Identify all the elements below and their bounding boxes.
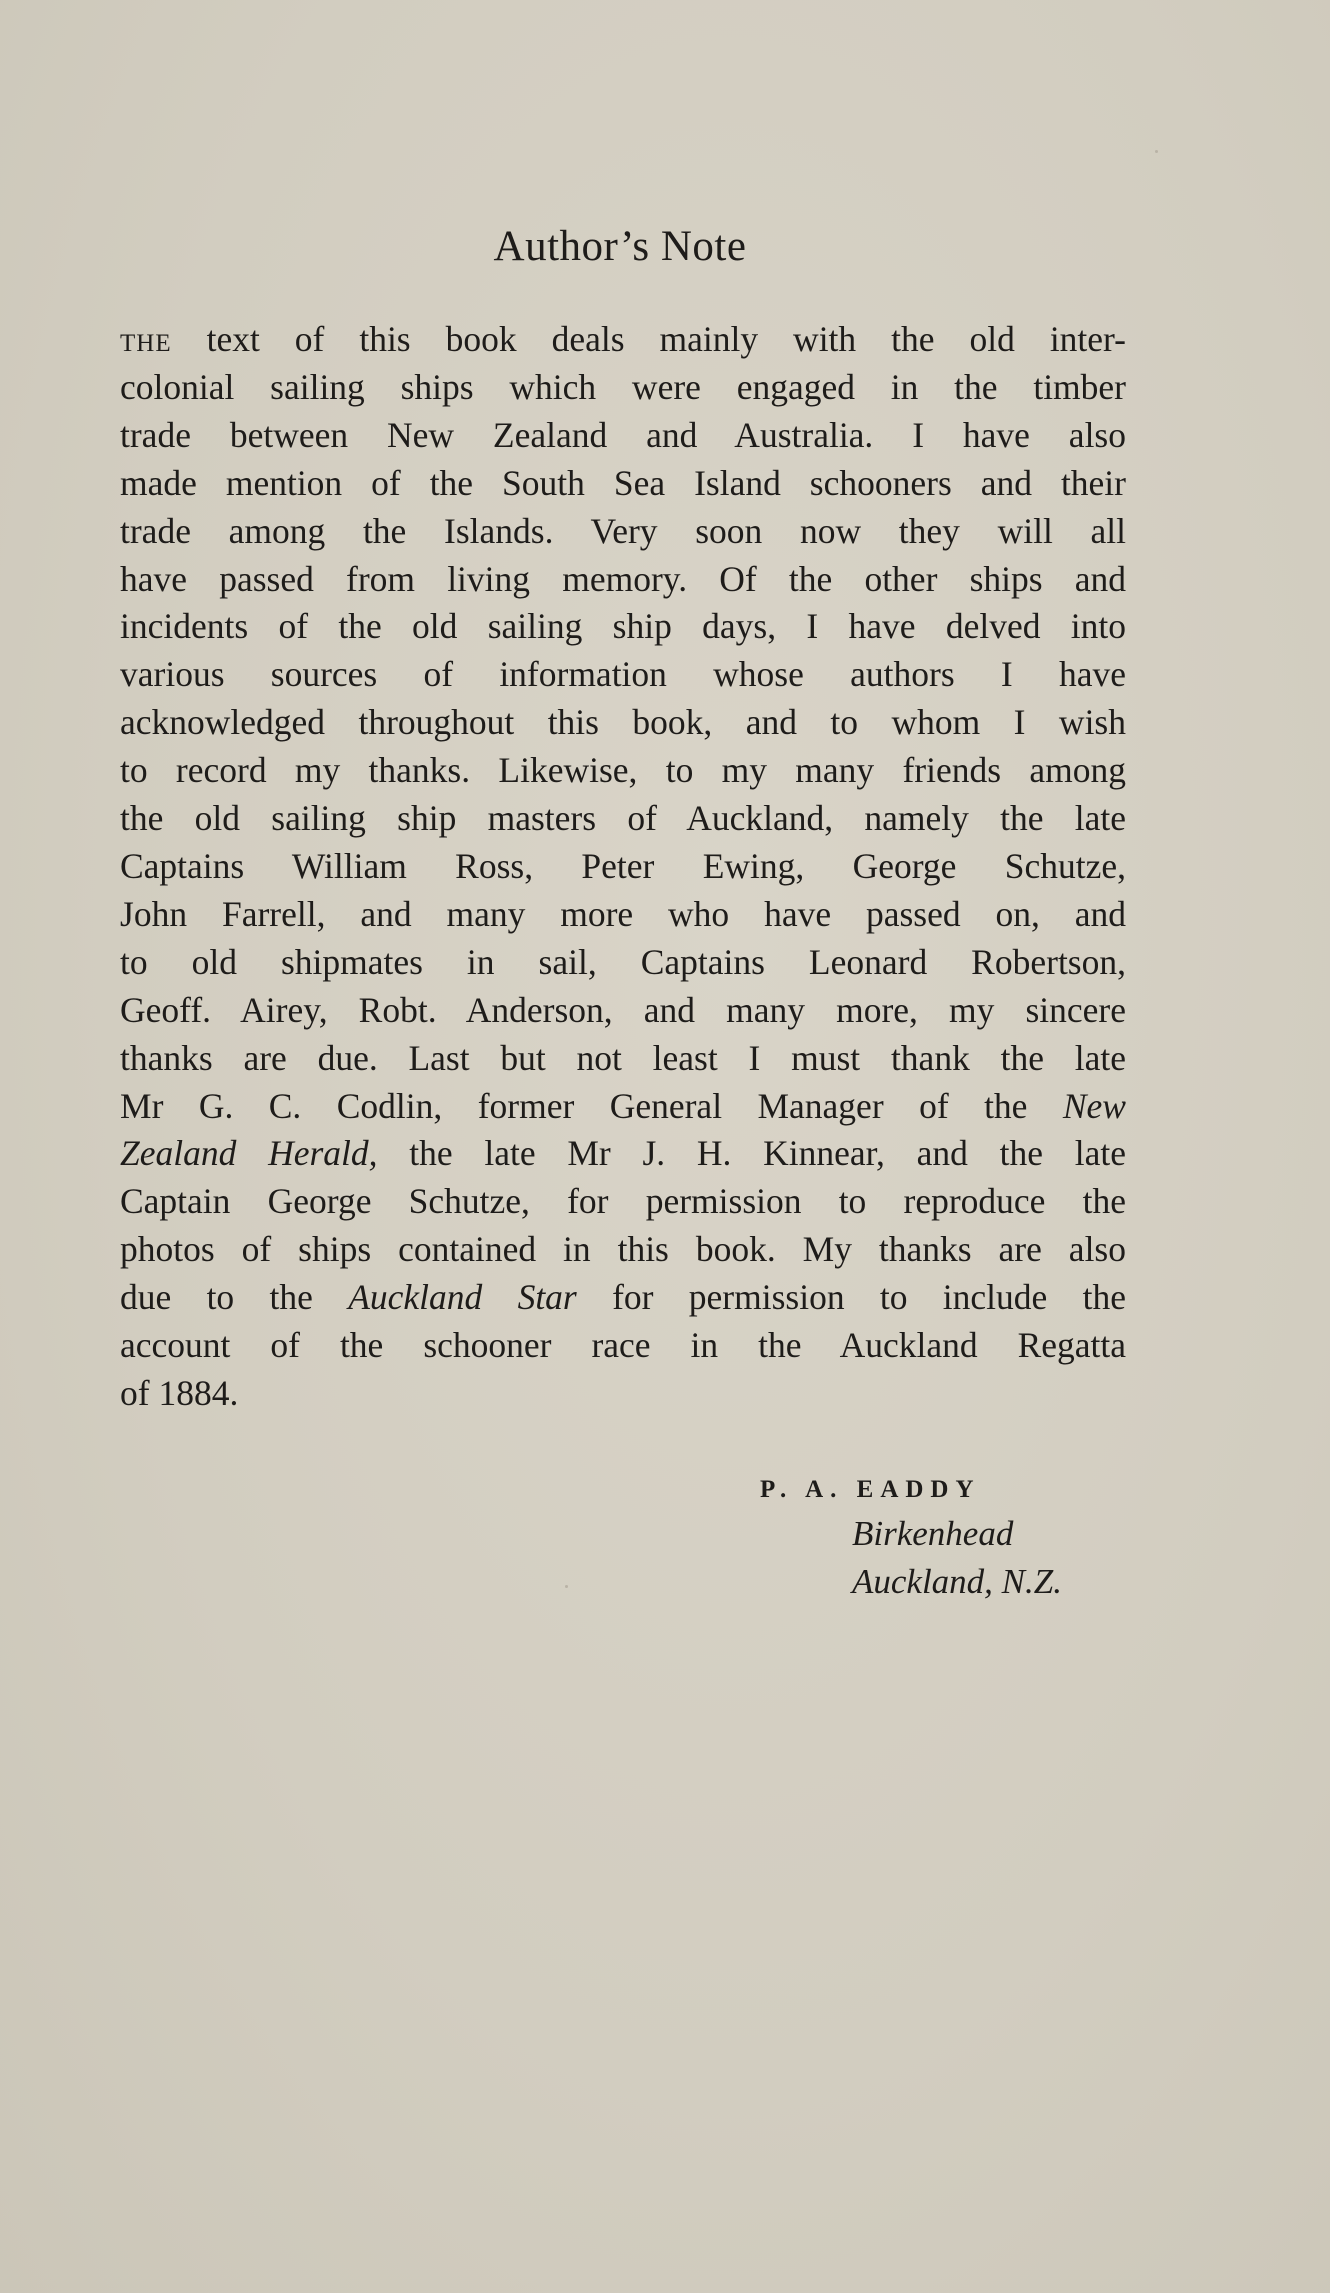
body-line: Zealand Herald, the late Mr J. H. Kinnear, and the late (120, 1133, 1126, 1174)
body-line: the text of this book deals mainly with the old inter- (120, 319, 1126, 359)
body-line: Captain George Schutze, for permission to reproduce the (120, 1181, 1126, 1222)
body-line: account of the schooner race in the Auckland Regatta (120, 1325, 1126, 1366)
body-line: trade among the Islands. Very soon now they will all (120, 510, 1126, 551)
body-line: Geoff. Airey, Robt. Anderson, and many more, my sincere (120, 989, 1126, 1030)
body-line: various sources of information whose authors I have (120, 654, 1126, 695)
author-place-line1: Birkenhead (852, 1514, 1014, 1553)
body-line: John Farrell, and many more who have passed on, and (120, 893, 1126, 934)
paper-speck (1155, 150, 1158, 153)
paper-speck (565, 1585, 568, 1588)
body-line: the old sailing ship masters of Auckland, namely the late (120, 798, 1126, 839)
lead-word: the (120, 319, 172, 359)
body-line: to record my thanks. Likewise, to my many friends among (120, 750, 1126, 791)
author-name: P. A. EADDY (760, 1476, 981, 1503)
body-line: photos of ships contained in this book. My thanks are also (120, 1229, 1126, 1270)
body-line: colonial sailing ships which were engaged in the timber (120, 366, 1126, 407)
italic-title: Zealand Herald, (120, 1133, 378, 1174)
body-line: incidents of the old sailing ship days, I have delved into (120, 606, 1126, 647)
body-line: Mr G. C. Codlin, former General Manager of the New (120, 1085, 1126, 1126)
body-line: trade between New Zealand and Australia. I have also (120, 414, 1126, 455)
body-paragraph (120, 316, 1126, 1418)
italic-title: New (1062, 1085, 1126, 1126)
body-line: Captains William Ross, Peter Ewing, George Schutze, (120, 845, 1126, 886)
body-line: made mention of the South Sea Island schooners and their (120, 462, 1126, 503)
signature-block (760, 1470, 1160, 1606)
body-line: thanks are due. Last but not least I must thank the late (120, 1037, 1126, 1078)
body-line: to old shipmates in sail, Captains Leonard Robertson, (120, 941, 1126, 982)
body-line: due to the Auckland Star for permission to include the (120, 1277, 1126, 1318)
body-line: of 1884. (120, 1372, 239, 1413)
body-line: have passed from living memory. Of the other ships and (120, 558, 1126, 599)
body-line: acknowledged throughout this book, and to whom I wish (120, 702, 1126, 743)
author-place-line2: Auckland, N.Z. (852, 1562, 1062, 1601)
page-title: Author’s Note (493, 223, 747, 270)
italic-title: Auckland Star (348, 1277, 577, 1318)
